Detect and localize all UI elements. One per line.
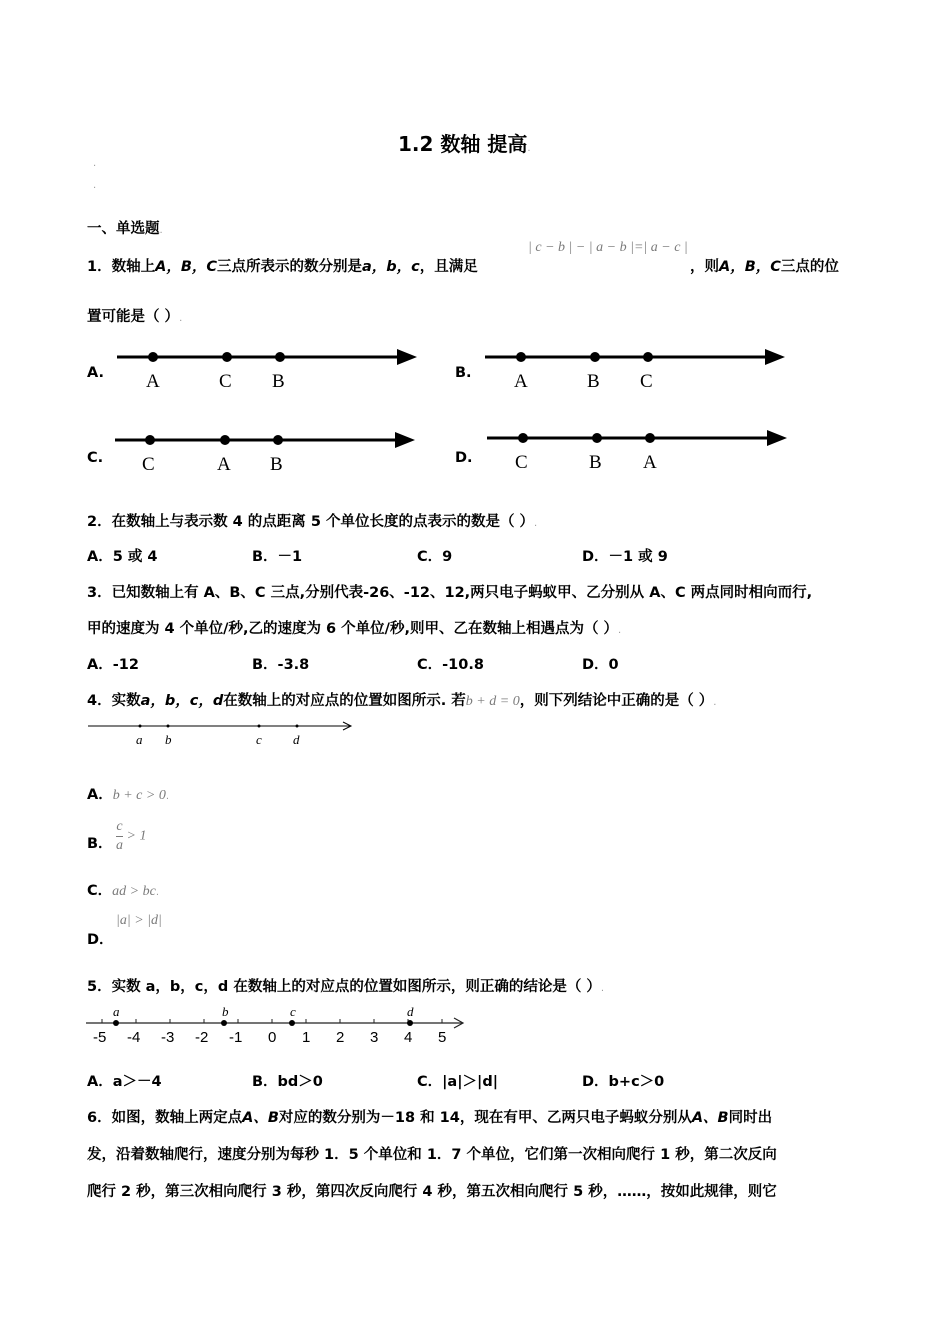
q3-option-d[interactable]: D．0 [582,657,619,673]
q1-text: 三点所表示的数分别是 [217,259,363,275]
q6-text: 对应的数分别为－18 和 14，现在有甲、乙两只电子蚂蚁分别从 [278,1110,692,1126]
q3-option-b[interactable]: B．-3.8 [252,657,310,673]
point-label: A [643,452,657,473]
q4-vars: a，b，c，d [140,693,224,709]
q4-option-b[interactable] [87,832,113,853]
point-dot [145,435,155,445]
title-text: 1.2 数轴 提高 [398,132,528,156]
q2-option-a[interactable]: A．5 或 4 [87,549,158,565]
question-2: 2．在数轴上与表示数 4 的点距离 5 个单位长度的点表示的数是（ ）. [87,514,538,530]
point-b [221,1020,227,1026]
q4-text: 4．实数 [87,693,141,709]
q5-option-c[interactable]: C．|a|＞|d| [417,1074,498,1090]
q1-option-d-key[interactable]: D. [455,450,473,466]
point-dot [273,435,283,445]
q4-option-key: B． [87,836,113,852]
point-dot [275,352,285,362]
q4-text: 在数轴上的对应点的位置如图所示. 若 [223,693,466,709]
point-a [113,1020,119,1026]
point-label: B [589,452,602,473]
q5-number-line [86,1005,471,1047]
axis-label: d [293,732,300,747]
axis-label: c [256,732,262,747]
question-1-line-1-end [690,255,839,276]
point-dot [516,352,526,362]
fraction-numerator: c [116,819,123,834]
q4-option-d-key[interactable]: D． [87,932,114,948]
q4-number-line [88,718,363,758]
q5-text: 5．实数 a，b，c，d 在数轴上的对应点的位置如图所示，则正确的结论是（ ） [87,979,601,995]
axis-label: b [165,732,172,747]
tick-label: 1 [302,1029,311,1046]
tick-label: 0 [268,1029,277,1046]
point-d [407,1020,413,1026]
point-label: C [515,452,528,473]
point-dot [518,433,528,443]
q4-option-a[interactable]: A．b + c > 0. [87,787,170,803]
tick-label: -5 [93,1029,107,1046]
q2-text: 2．在数轴上与表示数 4 的点距离 5 个单位长度的点表示的数是（ ） [87,514,535,530]
point-dot [148,352,158,362]
page-title: 1.2 数轴 提高. [398,132,531,156]
q1-formula: | c − b | − | a − b |=| a − c | [528,240,688,255]
stray-mark: . [93,180,97,191]
q2-option-b[interactable]: B．－1 [252,549,303,565]
tick-label: 5 [438,1029,447,1046]
q1-text: 置可能是（ ） [87,309,180,325]
point-dot [222,352,232,362]
q6-text: 6．如图，数轴上两定点 [87,1110,243,1126]
tick-label: 2 [336,1029,345,1046]
q4-option-key: A． [87,787,113,803]
q5-option-b[interactable]: B．bd＞0 [252,1074,323,1090]
question-5: 5．实数 a，b，c，d 在数轴上的对应点的位置如图所示，则正确的结论是（ ）. [87,979,605,995]
stray-mark: . [93,158,97,169]
point-dot [590,352,600,362]
point-label: d [407,1004,414,1019]
q4-option-key: C． [87,883,113,899]
q3-option-c[interactable]: C．-10.8 [417,657,484,673]
question-3-line-1: 3．已知数轴上有 A、B、C 三点,分别代表-26、-12、12,两只电子蚂蚁甲、乙分别从 A、C 两点同时相向而行, [87,585,813,601]
q2-option-c[interactable]: C．9 [417,549,453,565]
tick-label: -2 [195,1029,209,1046]
question-1-line-1 [87,255,478,276]
fraction-denominator: a [116,838,123,853]
q1-text: 数轴上 [111,259,156,275]
q4-option-expr: ad > bc [112,884,156,899]
q4-option-b-fraction [116,818,146,855]
q3-text: 甲的速度为 4 个单位/秒,乙的速度为 6 个单位/秒,则甲、乙在数轴上相遇点为（ ） [87,621,619,637]
question-6-line-1 [87,1106,772,1127]
q1-vars: a，b，c [362,259,420,275]
q1-option-b-key[interactable]: B. [455,365,472,381]
tick-label: -4 [127,1029,141,1046]
point-label: A [146,371,160,392]
q4-text: ，则下列结论中正确的是（ ） [519,693,714,709]
question-1-line-2: 置可能是（ ）. [87,309,183,325]
question-4: 4．实数a，b，c，d在数轴上的对应点的位置如图所示. 若b + d = 0，则下列结论中正确的是（ ）. [87,693,717,709]
point-label: A [217,454,231,475]
fraction-rest: > 1 [126,828,147,844]
q1-option-d-axis[interactable] [485,426,790,476]
point-label: a [113,1004,120,1019]
point-dot [220,435,230,445]
q6-points: A、B [242,1110,279,1126]
q1-points: A，B，C [155,259,218,275]
q4-condition: b + d = 0 [465,694,520,709]
q1-text: ，且满足 [419,259,478,275]
question-3-line-2: 甲的速度为 4 个单位/秒,乙的速度为 6 个单位/秒,则甲、乙在数轴上相遇点为（ ）. [87,621,622,637]
point-c [289,1020,295,1026]
point-dot [643,352,653,362]
section-heading: 一、单选题. [87,221,163,237]
point-label: C [142,454,155,475]
tick-label: 4 [404,1029,413,1046]
q1-option-c-key[interactable]: C. [87,450,104,466]
question-6-line-3: 爬行 2 秒，第三次相向爬行 3 秒，第四次反向爬行 4 秒，第五次相向爬行 5 秒，……，按如此规律，则它 [87,1184,777,1200]
point-label: b [222,1004,229,1019]
q4-option-expr: b + c > 0 [112,788,166,803]
axis-label: a [136,732,143,747]
q1-text: ，则 [690,259,719,275]
q5-option-a[interactable]: A．a＞－4 [87,1074,162,1090]
point-dot [592,433,602,443]
tick-label: -3 [161,1029,175,1046]
q1-option-c-axis[interactable] [113,428,418,478]
point-label: B [270,454,283,475]
q4-option-d-expr: |a| > |d| [116,913,162,928]
tick-label: 3 [370,1029,379,1046]
q3-option-a[interactable]: A．-12 [87,657,139,673]
q1-option-b-axis[interactable] [483,345,788,395]
q2-option-d[interactable]: D．－1 或 9 [582,549,668,565]
point-label: B [272,371,285,392]
q1-points: A，B，C [719,259,781,275]
point-dot [645,433,655,443]
q1-number: 1． [87,259,112,275]
point-label: C [640,371,653,392]
q1-option-a-key[interactable]: A. [87,365,104,381]
tick-label: -1 [229,1029,243,1046]
point-label: A [514,371,528,392]
q6-points: A、B [691,1110,729,1126]
q1-text: 三点的位 [780,259,839,275]
q5-option-d[interactable]: D．b+c＞0 [582,1074,665,1090]
question-6-line-2: 发，沿着数轴爬行，速度分别为每秒 1．5 个单位和 1．7 个单位，它们第一次相向爬行 1 秒，第二次反向 [87,1147,777,1163]
point-label: B [587,371,600,392]
q4-option-c[interactable]: C．ad > bc. [87,883,160,899]
section-text: 一、单选题 [87,221,160,237]
q6-text: 同时出 [728,1110,773,1126]
point-label: c [290,1004,296,1019]
q1-option-a-axis[interactable] [115,345,420,395]
point-label: C [219,371,232,392]
